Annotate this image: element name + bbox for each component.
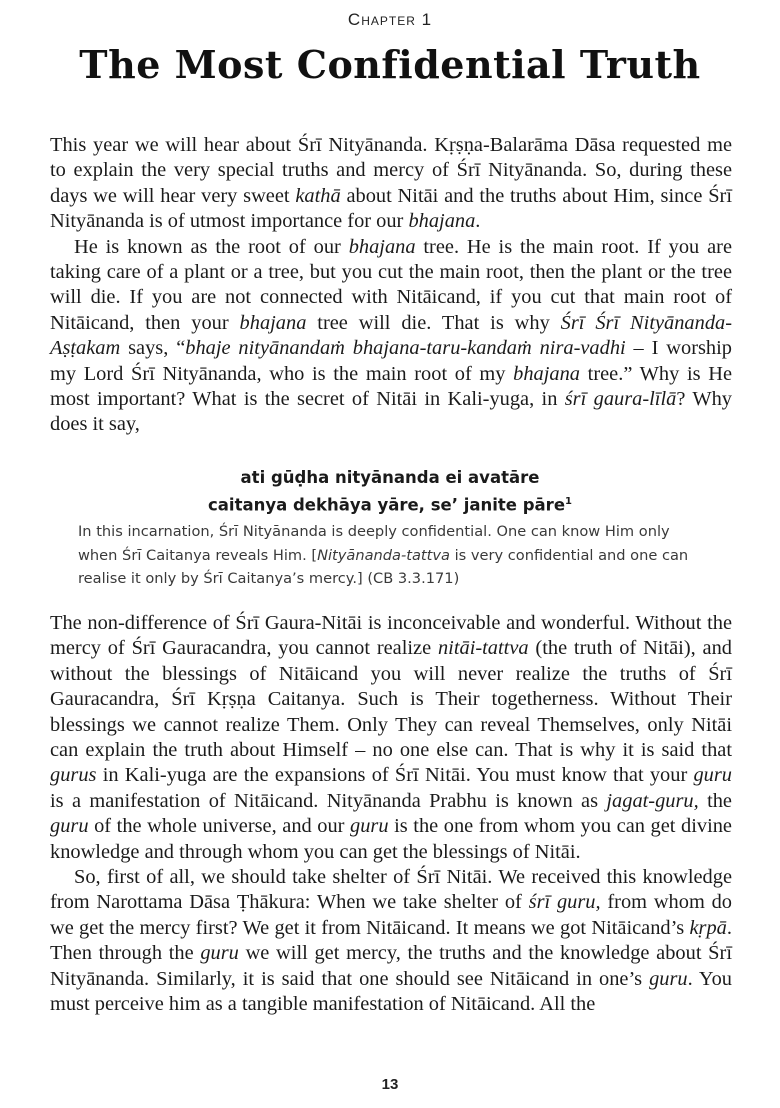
translation-run: is very confidential and one can realise it only by Śrī Caitanya’s mercy.] (CB 3.3.171) — [78, 546, 689, 587]
bottom-paragraph — [50, 865, 732, 1017]
top-run: bhajana — [348, 235, 416, 258]
bottom-run: the — [698, 789, 732, 812]
top-run: . — [475, 210, 481, 233]
top-run: kathā — [295, 184, 341, 207]
top-run: Śrī Śrī Nityānanda-Aṣṭakam — [50, 311, 733, 360]
bottom-run: we will get mercy, the truths and the knowledge about Śrī Nityānanda. Similarly, it is said that one should see Nitāicand in one’s — [50, 942, 732, 990]
verse-line-2 — [0, 490, 780, 518]
bottom-run: guru — [693, 764, 732, 787]
top-run: says, “ — [120, 337, 186, 360]
top-run: bhajana — [513, 362, 580, 385]
bottom-run: jagat-guru, — [606, 789, 699, 812]
top-paragraph — [50, 133, 732, 235]
bottom-run: (the truth of Nitāi), and without the blessings of Nitāicand you will never realize the truths of Śrī Gauracandra, Śrī Kṛṣṇa Caitanya. Such is Their togetherness. Without Their blessings we cannot realize Them. Only They can reveal Themselves, only Nitāi can explain the truth about Himself – no one else can. That is why it is said that — [50, 637, 732, 762]
verse-translation — [78, 520, 708, 591]
top-run: bhaje nityānandaṁ bhajana-taru-kandaṁ nira-vadhi — [185, 337, 626, 360]
body-text-bottom — [50, 611, 732, 1018]
bottom-run: guru — [200, 942, 239, 965]
top-run: bhajana — [239, 311, 307, 334]
translation-run: In this incarnation, Śrī Nityānanda is deeply confidential. One can know Him only when Śrī Caitanya reveals Him. [ — [78, 523, 670, 564]
top-run: about Nitāi and the truths about Him, since Śrī Nityānanda is of utmost importance for our — [50, 184, 732, 233]
footnote-marker: 1 — [565, 496, 572, 507]
bottom-run: in Kali-yuga are the expansions of Śrī Nitāi. You must know that your — [96, 764, 694, 787]
bottom-run: guru — [50, 815, 89, 838]
top-run: tree.” Why is He most important? What is the secret of Nitāi in Kali-yuga, in — [50, 362, 732, 411]
chapter-title: The Most Confidential Truth — [79, 42, 701, 87]
bottom-run: The non-difference of Śrī Gaura-Nitāi is inconceivable and wonderful. Without the mercy of Śrī Gauracandra, you cannot realize — [50, 612, 732, 660]
top-run: śrī gaura-līlā — [564, 388, 677, 411]
bottom-run: guru — [649, 967, 688, 990]
verse-line-1: ati gūḍha nityānanda ei avatāre — [240, 468, 540, 487]
page-number: 13 — [381, 1076, 399, 1093]
bottom-run: kṛpā — [689, 916, 727, 939]
bottom-run: guru — [350, 815, 389, 838]
body-text-top — [50, 133, 732, 438]
bottom-run: of the whole universe, and our — [88, 815, 351, 838]
bottom-run: from whom do we get the mercy first? We get it from Nitāicand. It means we got Nitāicand’s — [50, 891, 732, 939]
top-run: ? Why does it say, — [50, 388, 733, 436]
bottom-run: śrī guru, — [528, 891, 601, 914]
top-run: tree. He is the main root. If you are taking care of a plant or a tree, but you cut the main root, then the plant or the tree will die. If you are not connected with Nitāicand, if you cut that main root of Nitāicand, then your — [50, 235, 732, 334]
top-run: bhajana — [408, 210, 476, 233]
verse-line-2-text: caitanya dekhāya yāre, se’ janite pāre — [208, 495, 566, 515]
top-run: – I worship my Lord Śrī Nityānanda, who is the main root of my — [50, 337, 732, 385]
top-run: This year we will hear about Śrī Nityānanda. Kṛṣṇa-Balarāma Dāsa requested me to explain the very special truths and mercy of Śrī Nityānanda. So, during these days we will hear very sweet — [50, 134, 732, 207]
verse-block — [0, 466, 780, 518]
bottom-run: is a manifestation of Nitāicand. Nityānanda Prabhu is known as — [50, 789, 607, 812]
bottom-run: So, first of all, we should take shelter of Śrī Nitāi. We received this knowledge from Narottama Dāsa Ṭhākura: When we take shelter of — [50, 866, 732, 914]
chapter-label: Chapter 1 — [347, 10, 433, 29]
top-run: He is known as the root of our — [74, 235, 349, 258]
bottom-run: . You must perceive him as a tangible manifestation of Nitāicand. All the — [50, 967, 733, 1016]
bottom-paragraph — [50, 611, 732, 865]
top-run: tree will die. That is why — [306, 311, 561, 334]
bottom-run: nitāi-tattva — [437, 637, 529, 660]
bottom-run: . Then through the — [50, 916, 732, 965]
top-paragraph — [50, 235, 732, 438]
bottom-run: gurus — [50, 764, 97, 787]
bottom-run: is the one from whom you can get divine knowledge and through whom you can get the blessings of Nitāi. — [50, 815, 732, 863]
translation-run: Nityānanda-tattva — [317, 546, 450, 564]
